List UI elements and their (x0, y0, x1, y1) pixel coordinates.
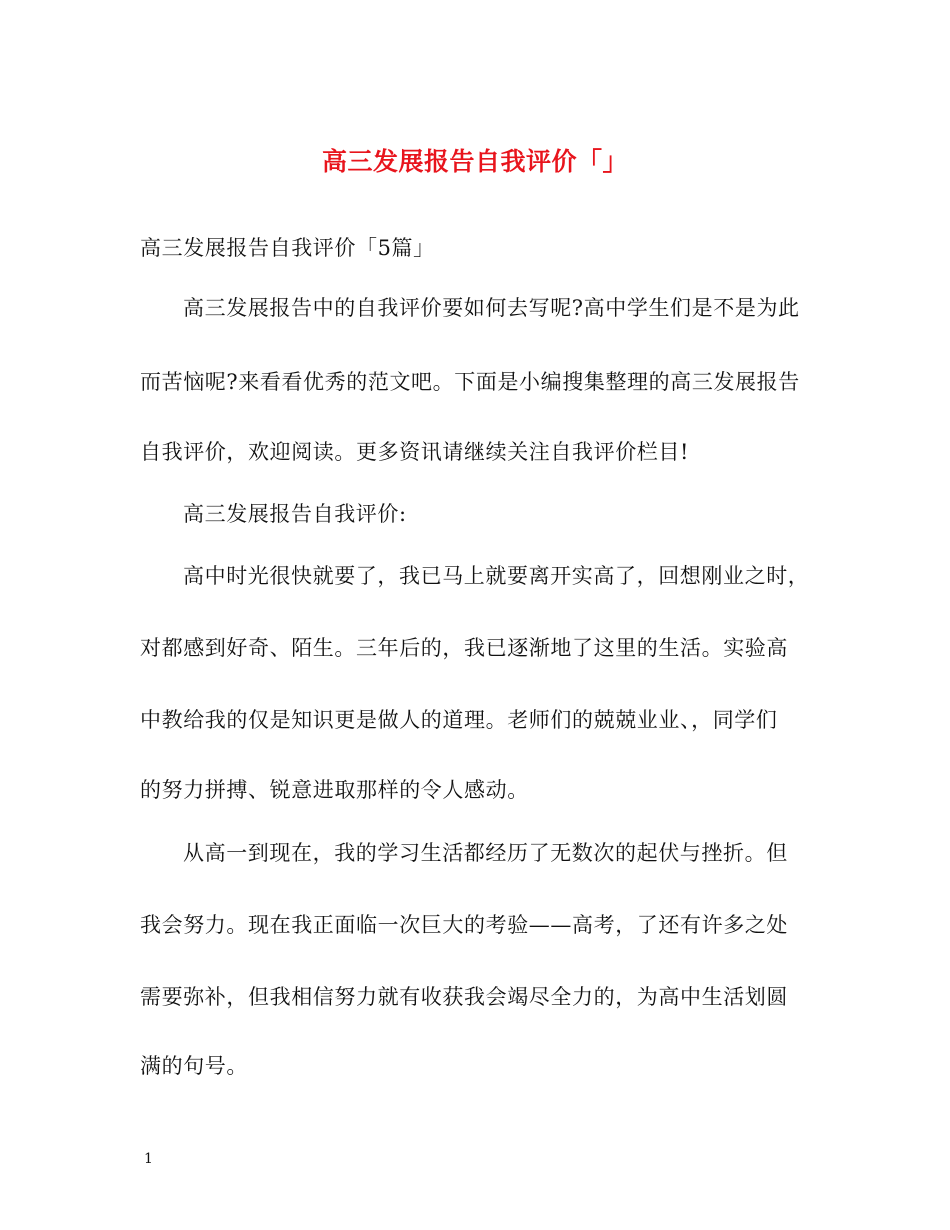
document-title: 高三发展报告自我评价「」 (321, 147, 628, 176)
paragraph-1-line-2: 而苦恼呢?来看看优秀的范文吧。下面是小编搜集整理的高三发展报告 (140, 370, 800, 394)
paragraph-1-line-1: 高三发展报告中的自我评价要如何去写呢?高中学生们是不是为此 (183, 296, 800, 320)
paragraph-2-line-1: 高三发展报告自我评价: (183, 502, 407, 526)
paragraph-4-line-1: 从高一到现在，我的学习生活都经历了无数次的起伏与挫折。但 (183, 841, 788, 865)
paragraph-3-line-1: 高中时光很快就要了，我已马上就要离开实高了，回想刚业之时， (183, 564, 810, 588)
page-number: 1 (144, 1151, 153, 1167)
paragraph-3-line-2: 对都感到好奇、陌生。三年后的，我已逐渐地了这里的生活。实验高 (140, 636, 788, 660)
paragraph-1-line-3: 自我评价，欢迎阅读。更多资讯请继续关注自我评价栏目! (140, 440, 690, 464)
paragraph-3-line-3: 中教给我的仅是知识更是做人的道理。老师们的兢兢业业、，同学们 (140, 708, 778, 732)
paragraph-3-line-4: 的努力拼搏、锐意进取那样的令人感动。 (140, 778, 529, 802)
document-subtitle: 高三发展报告自我评价「5篇」 (140, 236, 435, 260)
paragraph-4-line-4: 满的句号。 (140, 1054, 248, 1078)
paragraph-4-line-2: 我会努力。现在我正面临一次巨大的考验——高考，了还有许多之处 (140, 913, 788, 937)
paragraph-4-line-3: 需要弥补，但我相信努力就有收获我会竭尽全力的，为高中生活划圆 (140, 985, 788, 1009)
